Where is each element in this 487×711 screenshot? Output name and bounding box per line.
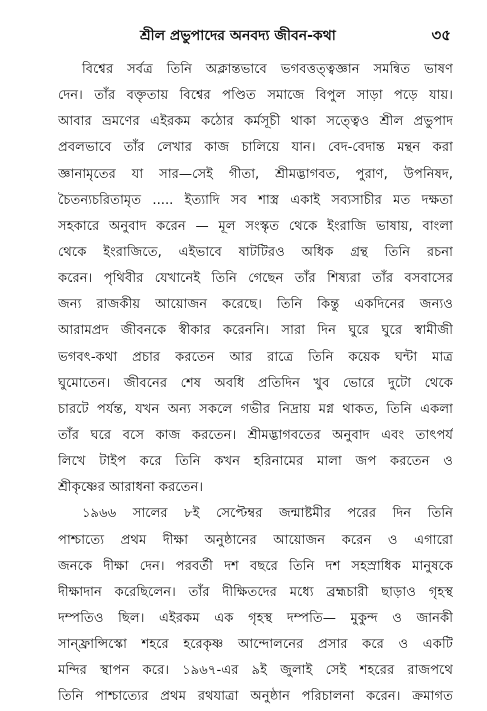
text-line: মন্দির স্থাপন করে। ১৯৬৭-এর ৯ই জুলাই সেই শহরের রাজপথে bbox=[58, 663, 453, 679]
text-line: সহকারে অনুবাদ করেন — মূল সংস্কৃত থেকে ইংরাজি ভাষায়, বাংলা bbox=[58, 218, 453, 234]
body-text bbox=[58, 57, 453, 711]
text-line: আরামপ্রদ জীবনকে স্বীকার করেননি। সারা দিন ঘুরে ঘুরে স্বামীজী bbox=[58, 323, 453, 339]
paragraph bbox=[58, 57, 453, 501]
text-line: দেন। তাঁর বক্তৃতায় বিশ্বের পণ্ডিত সমাজে বিপুল সাড়া পড়ে যায়। bbox=[58, 88, 453, 104]
text-line: ঘুমোতেন। জীবনের শেষ অবধি প্রতিদিন খুব ভোরে দুটো থেকে bbox=[58, 375, 453, 391]
text-line: শ্রীকৃষ্ণের আরাধনা করতেন। bbox=[58, 480, 204, 496]
text-line: বিশ্বের সর্বত্র তিনি অক্লান্তভাবে ভগবত্তত্ত্বজ্ঞান সমন্বিত ভাষণ bbox=[82, 62, 453, 77]
text-line: থেকে ইংরাজিতে, এইভাবে ষাটটিরও অধিক গ্রন্থ তিনি রচনা bbox=[58, 244, 453, 260]
text-line: আবার ভ্রমণের এইরকম কঠোর কর্মসূচী থাকা সত্ত্বেও শ্রীল প্রভুপাদ bbox=[58, 114, 453, 130]
text-line: জন্য রাজকীয় আয়োজন করেছে। তিনি কিন্তু একদিনের জন্যও bbox=[58, 297, 453, 313]
running-header bbox=[58, 24, 453, 46]
text-line: জনকে দীক্ষা দেন। পরবর্তী দশ বছরে তিনি দশ সহস্রাধিক মানুষকে bbox=[58, 558, 453, 574]
text-line: চৈতন্যচরিতামৃত ..... ইত্যাদি সব শাস্ত্র একাই সব্যসাচীর মত দক্ষতা bbox=[58, 192, 453, 208]
text-line: চারটে পর্যন্ত, যখন অন্য সকলে গভীর নিদ্রায় মগ্ন থাকত, তিনি একলা bbox=[58, 401, 453, 417]
page-number: ৩৫ bbox=[431, 26, 451, 44]
text-line: করেন। পৃথিবীর যেখানেই তিনি গেছেন তাঁর শিষ্যরা তাঁর বসবাসের bbox=[58, 271, 453, 287]
text-line: লিখে টাইপ করে তিনি কখন হরিনামের মালা জপ করতেন ও bbox=[58, 454, 453, 470]
paragraph bbox=[58, 501, 453, 710]
text-line: ভগবৎ-কথা প্রচার করতেন আর রাত্রে তিনি কয়েক ঘন্টা মাত্র bbox=[58, 349, 453, 365]
text-line: সান্‌ফ্রান্সিস্কো শহরে হরেকৃষ্ণ আন্দোলনের প্রসার করে ও একটি bbox=[58, 637, 453, 653]
text-line: তাঁর ঘরে বসে কাজ করতেন। শ্রীমদ্ভাগবতের অনুবাদ এবং তাৎপর্য bbox=[58, 427, 453, 443]
text-line: দম্পতিও ছিল। এইরকম এক গৃহস্থ দম্পতি— মুকুন্দ ও জানকী bbox=[58, 610, 453, 626]
text-line: ১৯৬৬ সালের ৮ই সেপ্টেম্বর জন্মাষ্টমীর পরের দিন তিনি bbox=[82, 506, 453, 522]
text-line: পাশ্চাত্যে প্রথম দীক্ষা অনুষ্ঠানের আয়োজন করেন ও এগারো bbox=[58, 532, 453, 548]
text-line: তিনি পাশ্চাত্যের প্রথম রথযাত্রা অনুষ্ঠান পরিচালনা করেন। ক্রমাগত bbox=[58, 689, 453, 705]
running-header-title: শ্রীল প্রভুপাদের অনবদ্য জীবন-কথা bbox=[140, 28, 336, 44]
text-line: প্রবলভাবে তাঁর লেখার কাজ চালিয়ে যান। বেদ-বেদান্ত মন্থন করা bbox=[58, 140, 453, 156]
text-line: দীক্ষাদান করেছিলেন। তাঁর দীক্ষিতদের মধ্যে ব্রহ্মচারী ছাড়াও গৃহস্থ bbox=[58, 584, 453, 600]
text-line: জ্ঞানামৃতের যা সার—সেই গীতা, শ্রীমদ্ভাগবত, পুরাণ, উপনিষদ, bbox=[58, 166, 453, 182]
